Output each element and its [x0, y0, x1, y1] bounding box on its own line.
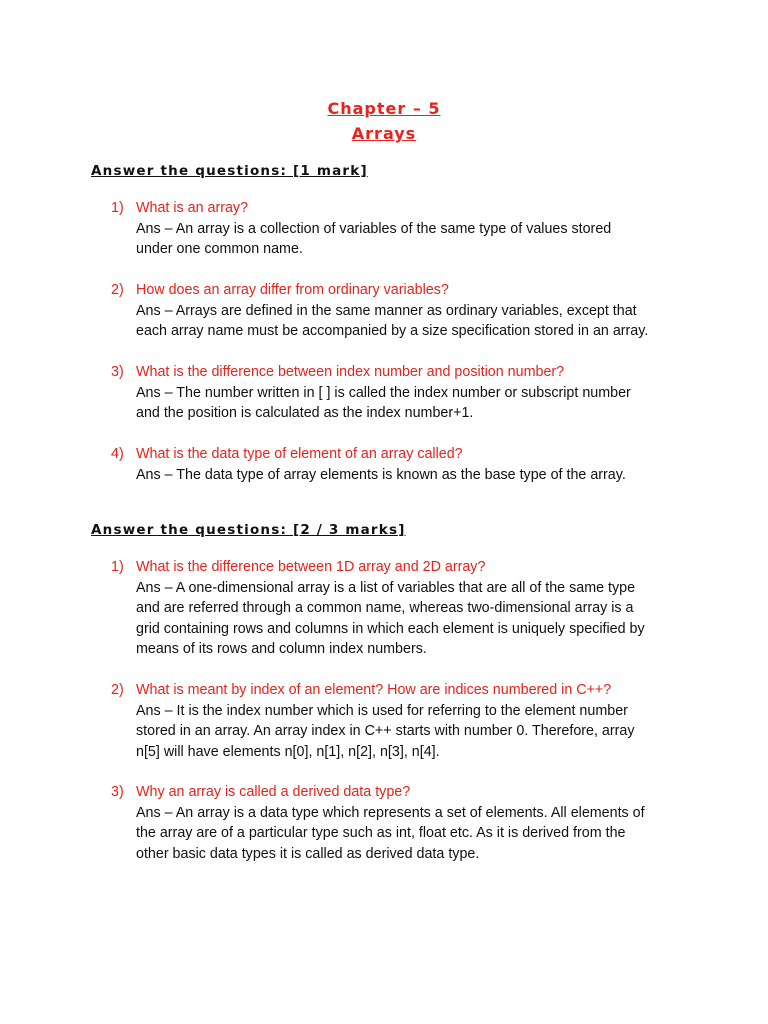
answer-text: [136, 578, 691, 660]
answer-line: under one common name.: [136, 241, 303, 258]
answer-line: Ans – Arrays are defined in the same manner as ordinary variables, except that: [136, 302, 637, 319]
question-text: What is the difference between index number and position number?: [136, 364, 565, 380]
question-text: What is meant by index of an element? How are indices numbered in C++?: [136, 682, 612, 698]
question-number: 1): [111, 200, 124, 216]
s2-question-1: [111, 557, 691, 660]
s1-question-1: [111, 198, 691, 260]
answer-text: [136, 383, 691, 424]
answer-line: grid containing rows and columns in which each element is uniquely specified by: [136, 620, 645, 637]
answer-line: stored in an array. An array index in C++ starts with number 0. Therefore, array: [136, 723, 635, 740]
question-number: 4): [111, 446, 124, 462]
answer-line: Ans – The number written in [ ] is called the index number or subscript number: [136, 384, 631, 401]
answer-text: [136, 219, 691, 260]
question-text: How does an array differ from ordinary variables?: [136, 282, 449, 298]
question-text: What is the data type of element of an array called?: [136, 446, 463, 462]
s1-question-2: [111, 280, 691, 342]
question-text: Why an array is called a derived data type?: [136, 784, 411, 800]
answer-text: [136, 701, 691, 763]
question-number: 3): [111, 364, 124, 380]
question-number: 3): [111, 784, 124, 800]
answer-text: [136, 803, 691, 865]
answer-line: Ans – The data type of array elements is known as the base type of the array.: [136, 466, 626, 483]
question-number: 1): [111, 559, 124, 575]
question-number: 2): [111, 682, 124, 698]
s2-question-3: [111, 782, 691, 864]
answer-line: the array are of a particular type such as int, float etc. As it is derived from the: [136, 825, 626, 842]
question-text: What is an array?: [136, 200, 249, 216]
answer-line: n[5] will have elements n[0], n[1], n[2], n[3], n[4].: [136, 743, 440, 760]
s1-question-4: [111, 444, 691, 485]
answer-line: means of its rows and column index numbers.: [136, 641, 427, 658]
topic-title: Arrays: [351, 124, 417, 143]
title-block: [0, 96, 768, 146]
answer-line: Ans – An array is a collection of variables of the same type of values stored: [136, 220, 612, 237]
section-2-heading: Answer the questions: [2 / 3 marks]: [91, 522, 406, 538]
s1-question-3: [111, 362, 691, 424]
question-number: 2): [111, 282, 124, 298]
answer-line: Ans – It is the index number which is used for referring to the element number: [136, 702, 628, 719]
answer-line: other basic data types it is called as derived data type.: [136, 845, 480, 862]
answer-line: Ans – An array is a data type which represents a set of elements. All elements of: [136, 804, 645, 821]
answer-line: each array name must be accompanied by a size specification stored in an array.: [136, 323, 649, 340]
answer-text: [136, 301, 691, 342]
answer-line: Ans – A one-dimensional array is a list of variables that are all of the same type: [136, 579, 636, 596]
answer-text: [136, 465, 691, 486]
answer-line: and are referred through a common name, whereas two-dimensional array is a: [136, 600, 634, 617]
question-text: What is the difference between 1D array and 2D array?: [136, 559, 486, 575]
section-1-heading: Answer the questions: [1 mark]: [91, 163, 368, 179]
answer-line: and the position is calculated as the index number+1.: [136, 405, 474, 422]
chapter-title: Chapter – 5: [327, 99, 441, 118]
s2-question-2: [111, 680, 691, 762]
